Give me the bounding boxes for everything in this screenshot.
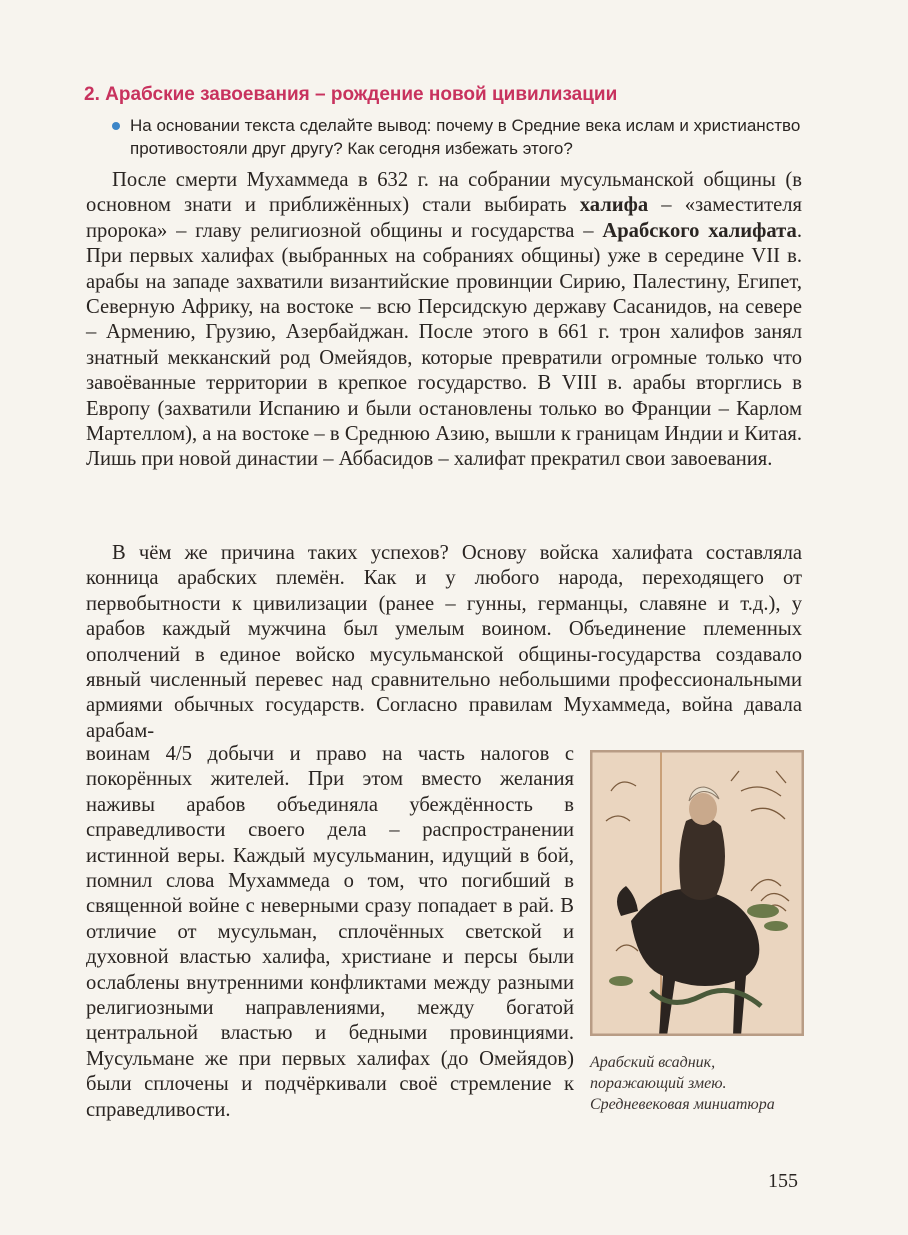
paragraph-1-text-c: . При первых халифах (выбранных на собраниях общины) уже в середине VII в. арабы на западе захватили византийские провинции Сирию, Палестину, Египет, Северную Африку, на востоке – всю Персидскую державу Сасанидов, на севере – Армению, Грузию, Азербайджан. После этого в 661 г. трон халифов занял знатный мекканский род Омейядов, которые превратили огромные только что завоёванные территории в крепкое государство. В VIII в. арабы вторглись в Европу (захватили Испанию и были остановлены только во Франции – Карлом Мартеллом), а на востоке – в Среднюю Азию, вышли к границам Индии и Китая. Лишь при новой династии – Аббасидов – халифат прекратил свои завоевания. xyxy=(86,219,802,471)
paragraph-2-text: В чём же причина таких успехов? Основу войска халифата составляла конница арабских племён. Как и у любого народа, переходящего от первобытности к цивилизации (ранее – гунны, германцы, славяне и т.д.), у арабов каждый мужчина был умелым воином. Объединение племенных ополчений в единое войско мусульманской общины-государства создавало явный численный перевес над сравнительно небольшими профессиональными армиями обычных государств. Согласно правилам Мухаммеда, война давала арабам- xyxy=(86,542,802,742)
paragraph-1-text-a: После смерти Мухаммеда в 632 г. на собрании мусульманской общины (в основном знати и приближённых) стали выбирать xyxy=(86,169,802,217)
paragraph-1-text-b: – «заместителя пророка» – главу религиозной общины и государства – xyxy=(86,194,803,242)
paragraph-2 xyxy=(86,541,802,744)
section-heading: 2. Арабские завоевания – рождение новой цивилизации xyxy=(84,84,618,105)
term-arab-caliphate: Арабского халифата xyxy=(602,219,797,242)
paragraph-3: воинам 4/5 добычи и право на часть налогов с покорённых жителей. При этом вместо желания наживы арабов объединяла убеждённость в справедливости своего дела – распространении истинной веры. Каждый мусульманин, идущий в бой, помнил слова Мухаммеда о том, что погибший в священной войне с неверными сразу попадает в рай. В отличие от мусульман, сплочённых светской и духовной властью халифа, христиане и персы были ослаблены внутренними конфликтами между разными религиозными направлениями, между богатой центральной властью и бедными провинциями. Мусульмане же при первых халифах (до Омейядов) были сплочены и подчёркивали своё стремление к справедливости. xyxy=(86,743,574,1121)
task-text: На основании текста сделайте вывод: почему в Средние века ислам и христианство противостояли друг другу? Как сегодня избежать этого? xyxy=(130,116,801,158)
page-number: 155 xyxy=(768,1170,798,1192)
miniature-illustration xyxy=(590,750,804,1036)
task-question xyxy=(130,114,820,160)
bullet-icon xyxy=(112,122,120,130)
term-caliph: халифа xyxy=(579,194,649,217)
horseman-miniature-image xyxy=(591,751,803,1035)
figure-caption: Арабский всадник, поражающий змею. Средневековая миниатюра xyxy=(590,1054,775,1113)
paragraph-1 xyxy=(86,168,802,473)
